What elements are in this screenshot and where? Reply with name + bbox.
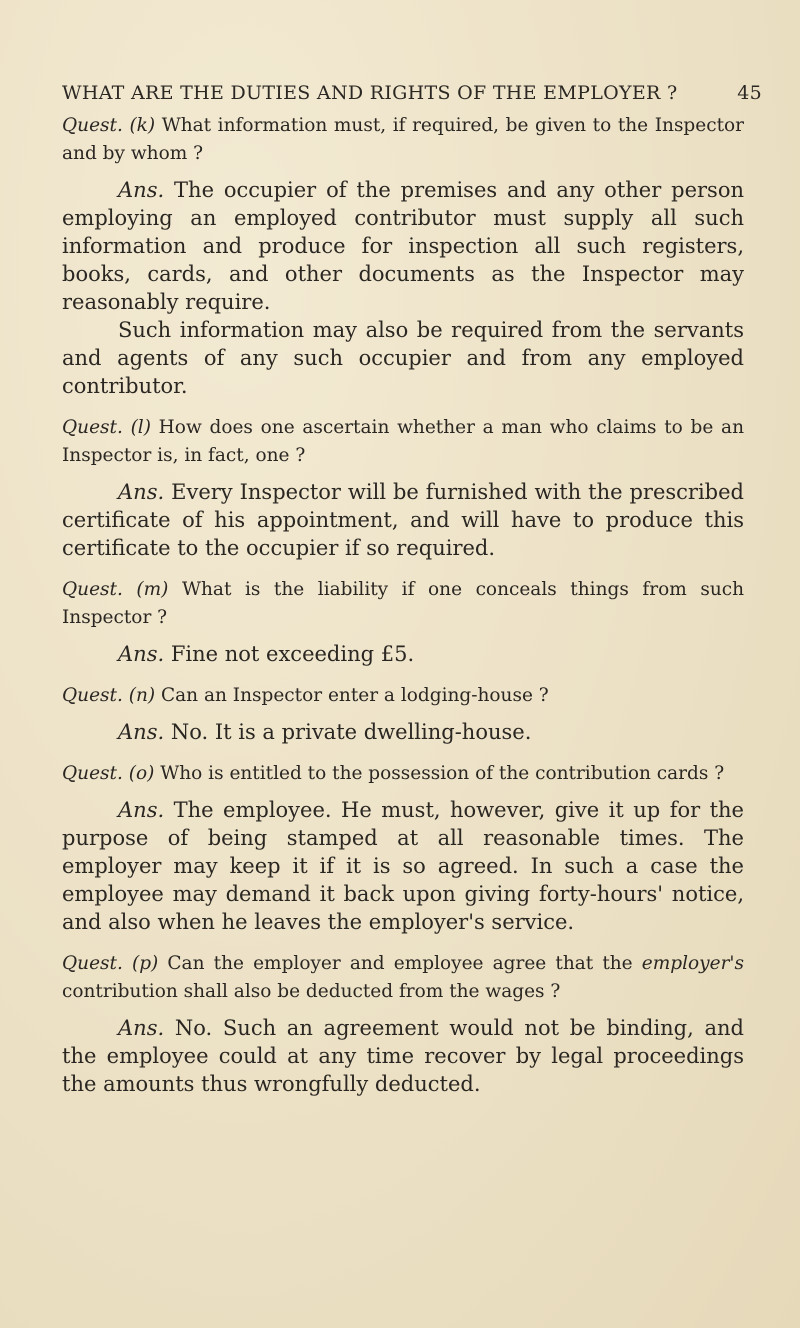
page-number: 45: [737, 82, 762, 104]
answer-m: [62, 640, 744, 668]
running-header: [62, 82, 762, 104]
qa-block-o: [62, 760, 744, 936]
ans-label: Ans.: [118, 720, 165, 744]
quest-letter: (o): [128, 763, 155, 784]
answer-n: [62, 718, 744, 746]
quest-label: Quest.: [62, 417, 123, 438]
quest-label: Quest.: [62, 579, 123, 600]
ans-label: Ans.: [118, 798, 165, 822]
page-body: [62, 112, 744, 1112]
ans-label: Ans.: [118, 642, 165, 666]
ans-label: Ans.: [118, 480, 165, 504]
quest-label: Quest.: [62, 953, 123, 974]
quest-letter: (p): [131, 953, 159, 974]
answer-o: [62, 796, 744, 936]
qa-block-k: [62, 112, 744, 400]
quest-label: Quest.: [62, 685, 123, 706]
quest-letter: (k): [129, 115, 156, 136]
question-n: [62, 682, 744, 710]
question-text: Who is entitled to the possession of the contribution cards ?: [160, 763, 725, 784]
answer-k: [62, 176, 744, 316]
question-text-continued: contribution shall also be deducted from the wages ?: [62, 981, 561, 1002]
question-text: Can an Inspector enter a lodging-house ?: [160, 685, 549, 706]
answer-p: [62, 1014, 744, 1098]
question-text: How does one ascertain whether a man who claims to be an Inspector is, in fact, one ?: [62, 417, 744, 466]
quest-letter: (n): [128, 685, 156, 706]
quest-letter: (l): [130, 417, 151, 438]
question-l: [62, 414, 744, 470]
quest-letter: (m): [136, 579, 169, 600]
question-o: [62, 760, 744, 788]
header-title: WHAT ARE THE DUTIES AND RIGHTS OF THE EMPLOYER ?: [62, 82, 678, 104]
question-k: [62, 112, 744, 168]
answer-text: The employee. He must, however, give it up for the purpose of being stamped at all reasonable times. The employer may keep it if it is so agreed. In such a case the employee may demand it back upon giving forty-hours' notice, and also when he leaves the employer's service.: [62, 798, 744, 934]
question-emphasis: employer's: [641, 953, 744, 974]
question-text: What information must, if required, be given to the Inspector and by whom ?: [62, 115, 744, 164]
question-text: What is the liability if one conceals things from such Inspector ?: [62, 579, 745, 628]
qa-block-l: [62, 414, 744, 562]
ans-label: Ans.: [118, 1016, 165, 1040]
answer-text: No. Such an agreement would not be binding, and the employee could at any time recover by legal proceedings the amounts thus wrongfully deducted.: [62, 1016, 744, 1096]
qa-block-p: [62, 950, 744, 1098]
answer-l: [62, 478, 744, 562]
question-text: Can the employer and employee agree that the: [167, 953, 633, 974]
answer-text: Every Inspector will be furnished with the prescribed certificate of his appointment, and will have to produce this certificate to the occupier if so required.: [62, 480, 744, 560]
quest-label: Quest.: [62, 763, 123, 784]
answer-k-continued: Such information may also be required from the servants and agents of any such occupier and from any employed contributor.: [62, 318, 744, 398]
answer-text: The occupier of the premises and any other person employing an employed contributor must supply all such information and produce for inspection all such registers, books, cards, and other documents as the Inspector may reasonably require.: [62, 178, 744, 314]
question-m: [62, 576, 744, 632]
quest-label: Quest.: [62, 115, 123, 136]
ans-label: Ans.: [118, 178, 165, 202]
answer-text: Fine not exceeding £5.: [170, 642, 415, 666]
qa-block-m: [62, 576, 744, 668]
question-p: [62, 950, 744, 1006]
qa-block-n: [62, 682, 744, 746]
answer-text: No. It is a private dwelling-house.: [170, 720, 532, 744]
